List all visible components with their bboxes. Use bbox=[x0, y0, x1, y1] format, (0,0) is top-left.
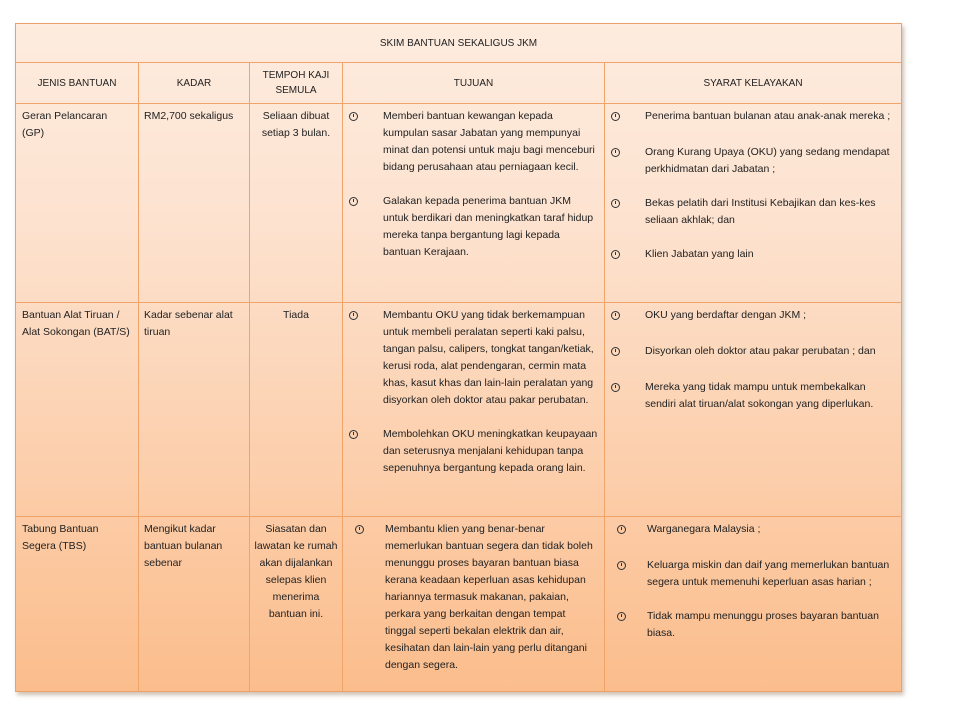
clock-icon bbox=[349, 307, 383, 326]
syarat-item: Disyorkan oleh doktor atau pakar perubatan ; dan bbox=[611, 343, 895, 362]
jenis-bantuan-cell: Tabung Bantuan Segera (TBS) bbox=[16, 517, 139, 691]
kadar-cell: Kadar sebenar alat tiruan bbox=[139, 303, 250, 516]
header-kadar: KADAR bbox=[139, 63, 250, 103]
tempoh-cell: Siasatan dan lawatan ke rumah akan dijalankan selepas klien menerima bantuan ini. bbox=[250, 517, 343, 691]
syarat-item: Bekas pelatih dari Institusi Kebajikan dan kes-kes seliaan akhlak; dan bbox=[611, 195, 895, 229]
skim-bantuan-table bbox=[15, 23, 902, 692]
syarat-item: Mereka yang tidak mampu untuk membekalkan sendiri alat tiruan/alat sokongan yang diperlukan. bbox=[611, 379, 895, 413]
tempoh-cell: Seliaan dibuat setiap 3 bulan. bbox=[250, 104, 343, 302]
table-title: SKIM BANTUAN SEKALIGUS JKM bbox=[16, 24, 901, 63]
table-row bbox=[16, 517, 901, 691]
syarat-item: Penerima bantuan bulanan atau anak-anak mereka ; bbox=[611, 108, 895, 127]
tujuan-item: Memberi bantuan kewangan kepada kumpulan sasar Jabatan yang mempunyai minat dan potensi untuk maju bagi menceburi bidang perusahaan atau perniagaan kecil. bbox=[349, 108, 598, 176]
header-tempoh: TEMPOH KAJI SEMULA bbox=[250, 63, 343, 103]
syarat-item: Keluarga miskin dan daif yang memerlukan bantuan segera untuk memenuhi keperluan asas harian ; bbox=[611, 557, 895, 591]
header-row bbox=[16, 63, 901, 104]
clock-icon bbox=[611, 195, 645, 214]
tujuan-item: Membantu OKU yang tidak berkemampuan untuk membeli peralatan seperti kaki palsu, tangan palsu, calipers, tongkat tangan/ketiak, kerusi roda, alat pendengaran, cermin mata khas, kasut khas dan lain-lain peralatan yang disyorkan oleh doktor atau pakar perubatan. bbox=[349, 307, 598, 409]
syarat-item: Tidak mampu menunggu proses bayaran bantuan biasa. bbox=[611, 608, 895, 642]
kadar-cell: Mengikut kadar bantuan bulanan sebenar bbox=[139, 517, 250, 691]
tujuan-item: Membantu klien yang benar-benar memerlukan bantuan segera dan tidak boleh menunggu proses bayaran bantuan biasa kerana keadaan keperluan asas kehidupan hariannya termasuk makanan, pakaian, perkara yang berkaitan dengan tempat tinggal seperti bekalan elektrik dan air, kesihatan dan lain-lain yang perlu ditangani dengan segera. bbox=[349, 521, 598, 674]
header-syarat: SYARAT KELAYAKAN bbox=[703, 77, 803, 89]
kadar-cell: RM2,700 sekaligus bbox=[139, 104, 250, 302]
clock-icon bbox=[611, 608, 647, 627]
clock-icon bbox=[349, 426, 383, 445]
syarat-item: Orang Kurang Upaya (OKU) yang sedang mendapat perkhidmatan dari Jabatan ; bbox=[611, 144, 895, 178]
clock-icon bbox=[611, 343, 645, 362]
tujuan-item: Galakan kepada penerima bantuan JKM untuk berdikari dan meningkatkan taraf hidup mereka tanpa bergantung lagi kepada bantuan Kerajaan. bbox=[349, 193, 598, 261]
tempoh-cell: Tiada bbox=[250, 303, 343, 516]
syarat-cell bbox=[605, 517, 901, 691]
syarat-cell bbox=[605, 104, 901, 302]
jenis-bantuan-cell: Geran Pelancaran (GP) bbox=[16, 104, 139, 302]
syarat-item: Warganegara Malaysia ; bbox=[611, 521, 895, 540]
clock-icon bbox=[611, 557, 647, 576]
tujuan-cell bbox=[343, 303, 605, 516]
syarat-item: OKU yang berdaftar dengan JKM ; bbox=[611, 307, 895, 326]
header-tujuan: TUJUAN bbox=[343, 63, 605, 103]
clock-icon bbox=[611, 144, 645, 163]
clock-icon bbox=[611, 108, 645, 127]
clock-icon bbox=[611, 379, 645, 398]
tujuan-item: Membolehkan OKU meningkatkan keupayaan dan seterusnya menjalani kehidupan tanpa sepenuhnya bergantung kepada orang lain. bbox=[349, 426, 598, 477]
clock-icon bbox=[349, 108, 383, 127]
tujuan-cell bbox=[343, 104, 605, 302]
syarat-cell bbox=[605, 303, 901, 516]
table-row bbox=[16, 104, 901, 303]
clock-icon bbox=[349, 521, 385, 540]
syarat-item: Klien Jabatan yang lain bbox=[611, 246, 895, 265]
clock-icon bbox=[611, 246, 645, 265]
table-row bbox=[16, 303, 901, 517]
tujuan-cell bbox=[343, 517, 605, 691]
header-jenis-bantuan: JENIS BANTUAN bbox=[16, 63, 139, 103]
clock-icon bbox=[611, 307, 645, 326]
jenis-bantuan-cell: Bantuan Alat Tiruan / Alat Sokongan (BAT/S) bbox=[16, 303, 139, 516]
clock-icon bbox=[349, 193, 383, 212]
clock-icon bbox=[611, 521, 647, 540]
